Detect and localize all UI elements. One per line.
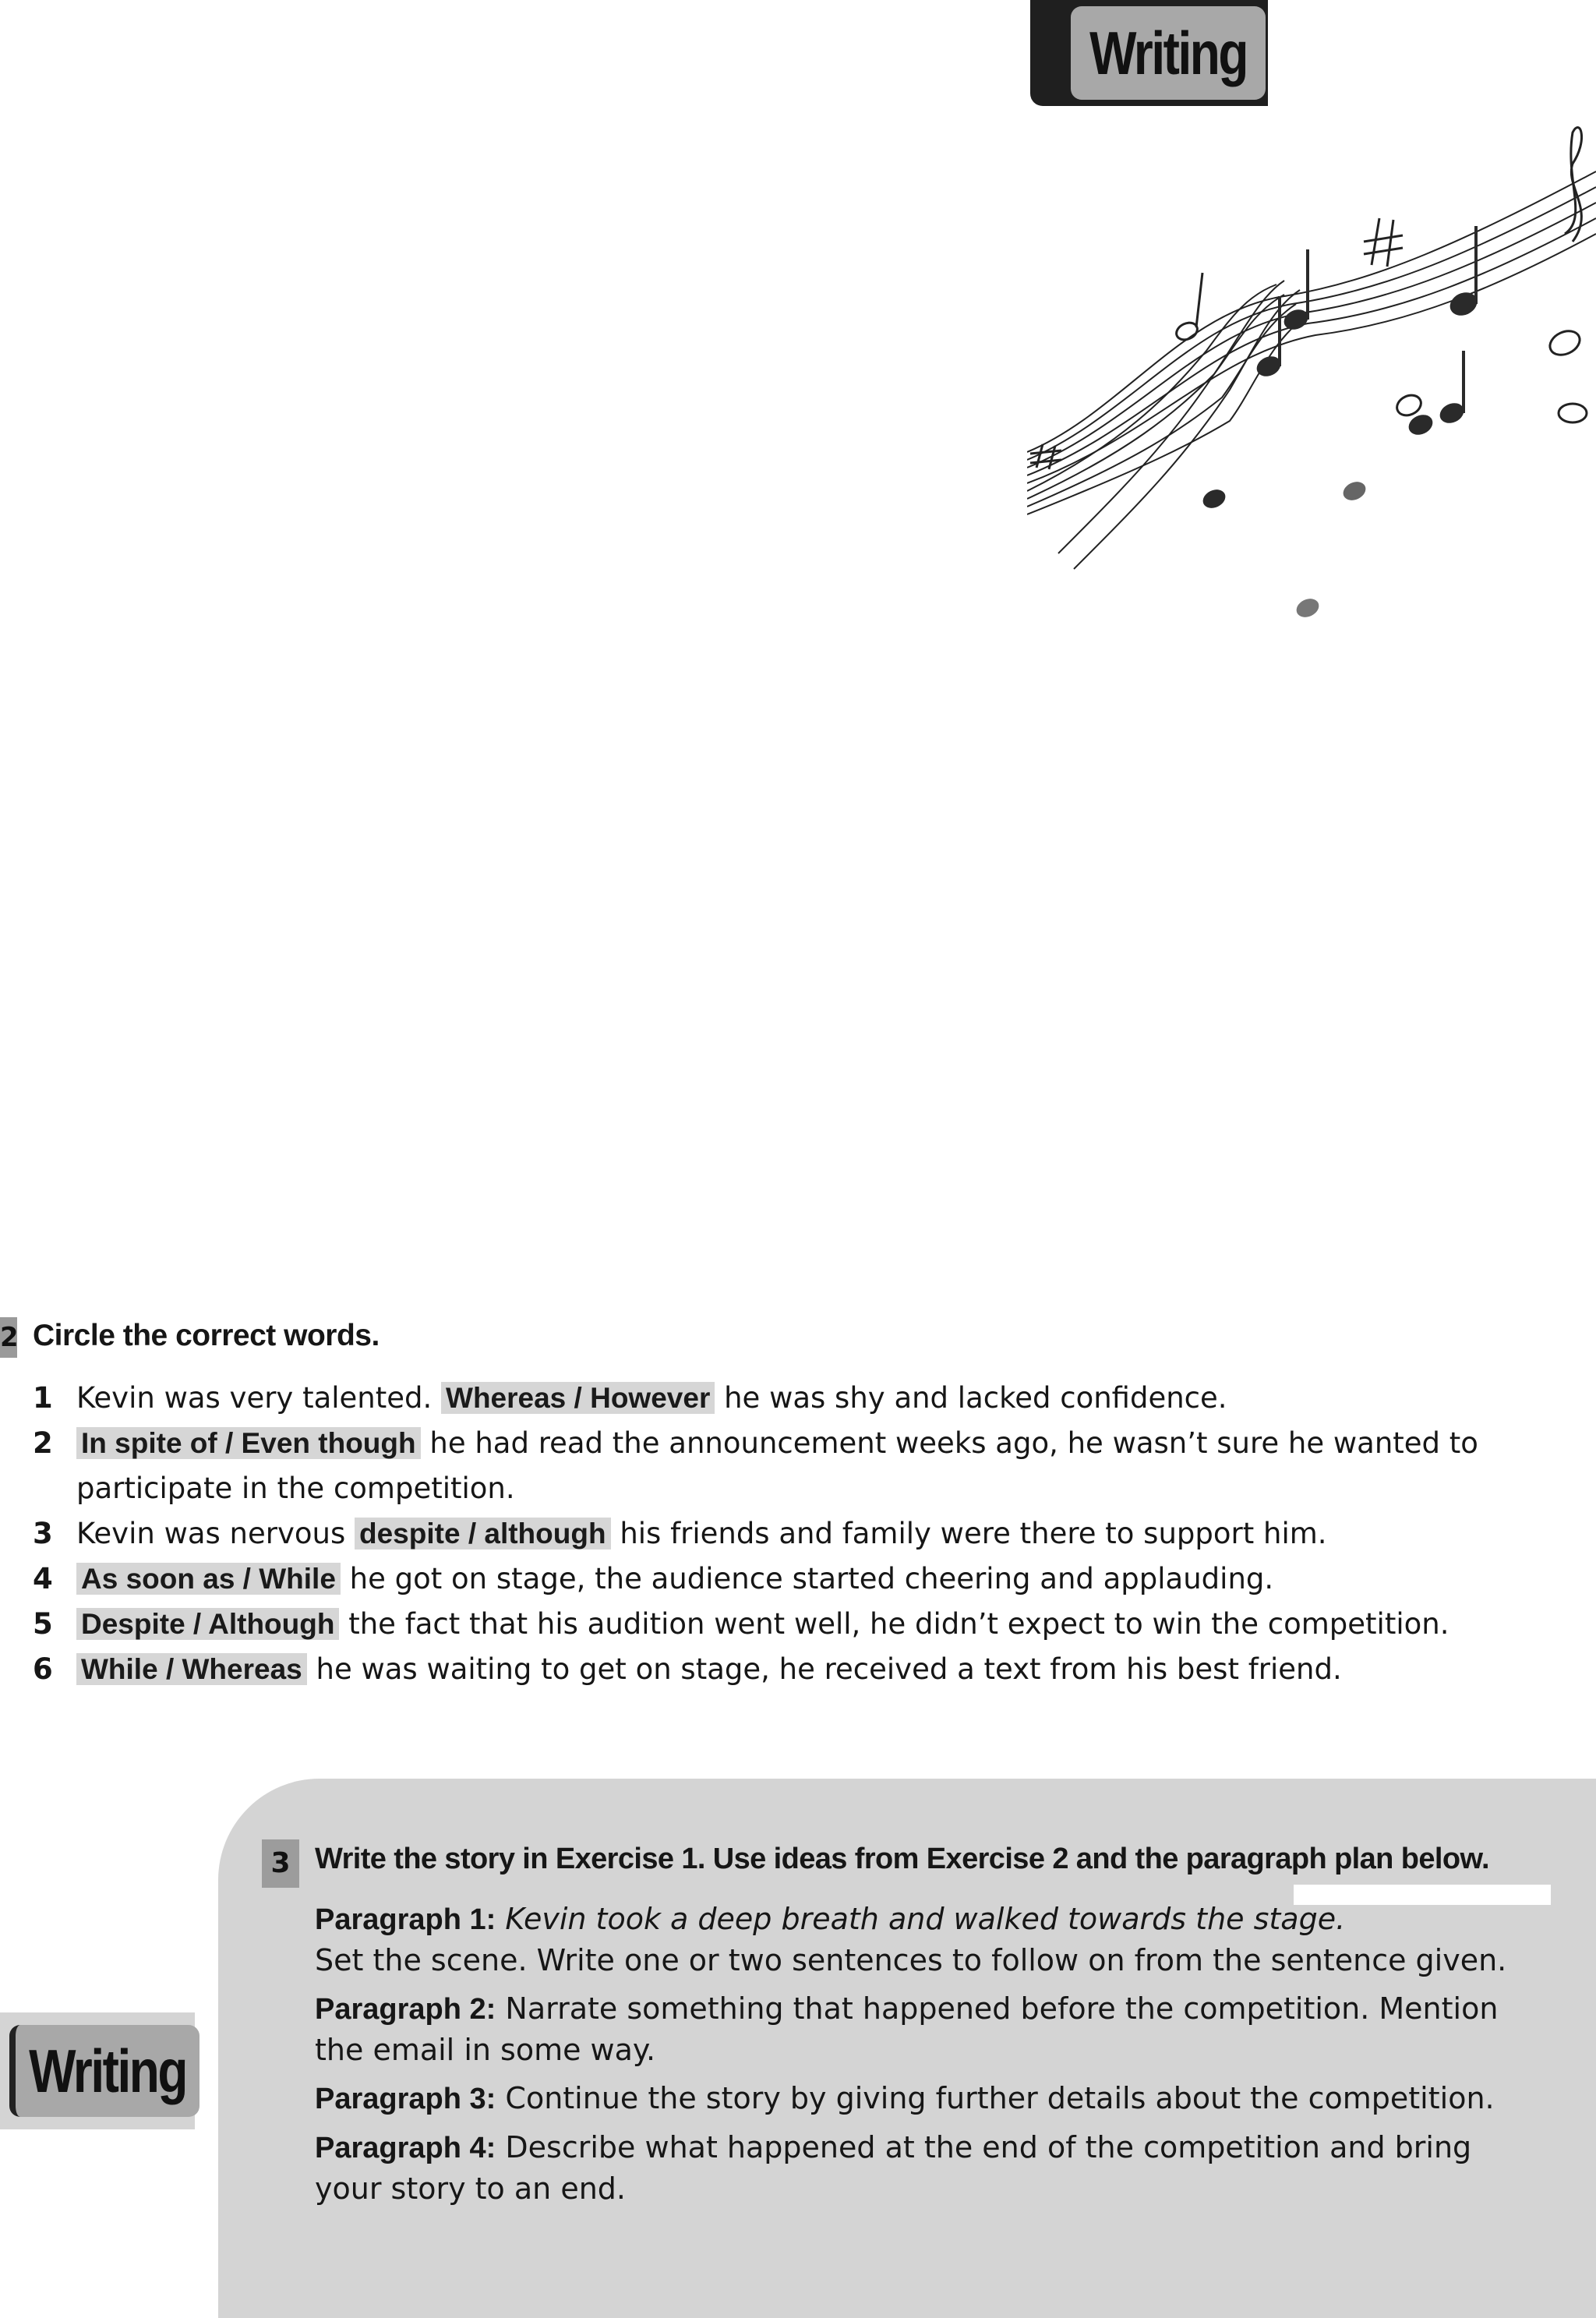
exercise-item xyxy=(0,1647,1527,1692)
paragraph-3-text: Continue the story by giving further details about the competition. xyxy=(505,2081,1495,2115)
section-tab-pill xyxy=(1071,6,1266,100)
item-number: 3 xyxy=(33,1517,53,1550)
item-number: 4 xyxy=(33,1562,53,1595)
item-number: 1 xyxy=(33,1381,53,1415)
section-tab-side xyxy=(0,2012,195,2129)
paragraph-3-label: Paragraph 3: xyxy=(315,2083,496,2115)
paragraph-1-sentence: Kevin took a deep breath and walked towards the stage. xyxy=(505,1902,1346,1936)
item-text-after: he had read the announcement weeks ago, he wasn’t sure he wanted to xyxy=(420,1426,1478,1460)
item-text-before: Kevin was nervous xyxy=(76,1517,355,1550)
item-text-after: he was waiting to get on stage, he received a text from his best friend. xyxy=(306,1652,1342,1686)
item-options[interactable]: While / Whereas xyxy=(76,1653,307,1685)
paragraph-2-plan xyxy=(315,1988,1531,2070)
paragraph-2-text: Narrate something that happened before the competition. Mention the email in some way. xyxy=(315,1991,1499,2067)
paragraph-1-plan xyxy=(315,1899,1531,1981)
item-text-after: the fact that his audition went well, he didn’t expect to win the competition. xyxy=(339,1607,1449,1641)
paragraph-4-text: Describe what happened at the end of the competition and bring your story to an end. xyxy=(315,2130,1472,2206)
item-text-after: his friends and family were there to support him. xyxy=(610,1517,1327,1550)
paragraph-3-plan xyxy=(315,2078,1531,2119)
section-tab-label: Writing xyxy=(1089,18,1247,87)
paragraph-1-text: Set the scene. Write one or two sentences to follow on from the sentence given. xyxy=(315,1943,1507,1977)
exercise-3-number: 3 xyxy=(262,1839,299,1888)
item-options[interactable]: In spite of / Even though xyxy=(76,1427,421,1459)
section-tab-top xyxy=(1030,0,1268,106)
section-tab-side-pill xyxy=(9,2025,200,2117)
item-options[interactable]: Despite / Although xyxy=(76,1608,339,1640)
exercise-item xyxy=(0,1557,1527,1602)
exercise-3-instruction: Write the story in Exercise 1. Use ideas from Exercise 2 and the paragraph plan below. xyxy=(315,1843,1489,1875)
item-number: 6 xyxy=(33,1652,53,1686)
exercise-item xyxy=(0,1511,1527,1557)
paragraph-4-label: Paragraph 4: xyxy=(315,2132,496,2164)
music-notes-illustration xyxy=(1027,117,1596,631)
item-number: 5 xyxy=(33,1607,53,1641)
item-text-after: he got on stage, the audience started cheering and applauding. xyxy=(340,1562,1274,1595)
exercise-item xyxy=(0,1421,1527,1511)
exercise-item xyxy=(0,1376,1527,1421)
exercise-item xyxy=(0,1602,1527,1647)
item-number: 2 xyxy=(33,1426,53,1460)
exercise-2-instruction: Circle the correct words. xyxy=(33,1319,380,1352)
item-text-continuation: participate in the competition. xyxy=(76,1472,515,1505)
paragraph-1-label: Paragraph 1: xyxy=(315,1903,496,1936)
item-options[interactable]: despite / although xyxy=(355,1518,611,1549)
item-options[interactable]: Whereas / However xyxy=(441,1382,715,1414)
item-options[interactable]: As soon as / While xyxy=(76,1563,341,1595)
paragraph-2-label: Paragraph 2: xyxy=(315,1993,496,2026)
section-tab-side-label: Writing xyxy=(29,2036,186,2105)
paragraph-4-plan xyxy=(315,2127,1531,2209)
item-text-after: he was shy and lacked confidence. xyxy=(715,1381,1227,1415)
paragraph-plan xyxy=(315,1899,1531,2217)
exercise-2-number: 2 xyxy=(0,1317,17,1358)
exercise-2-items xyxy=(0,1376,1527,1692)
item-text-before: Kevin was very talented. xyxy=(76,1381,442,1415)
